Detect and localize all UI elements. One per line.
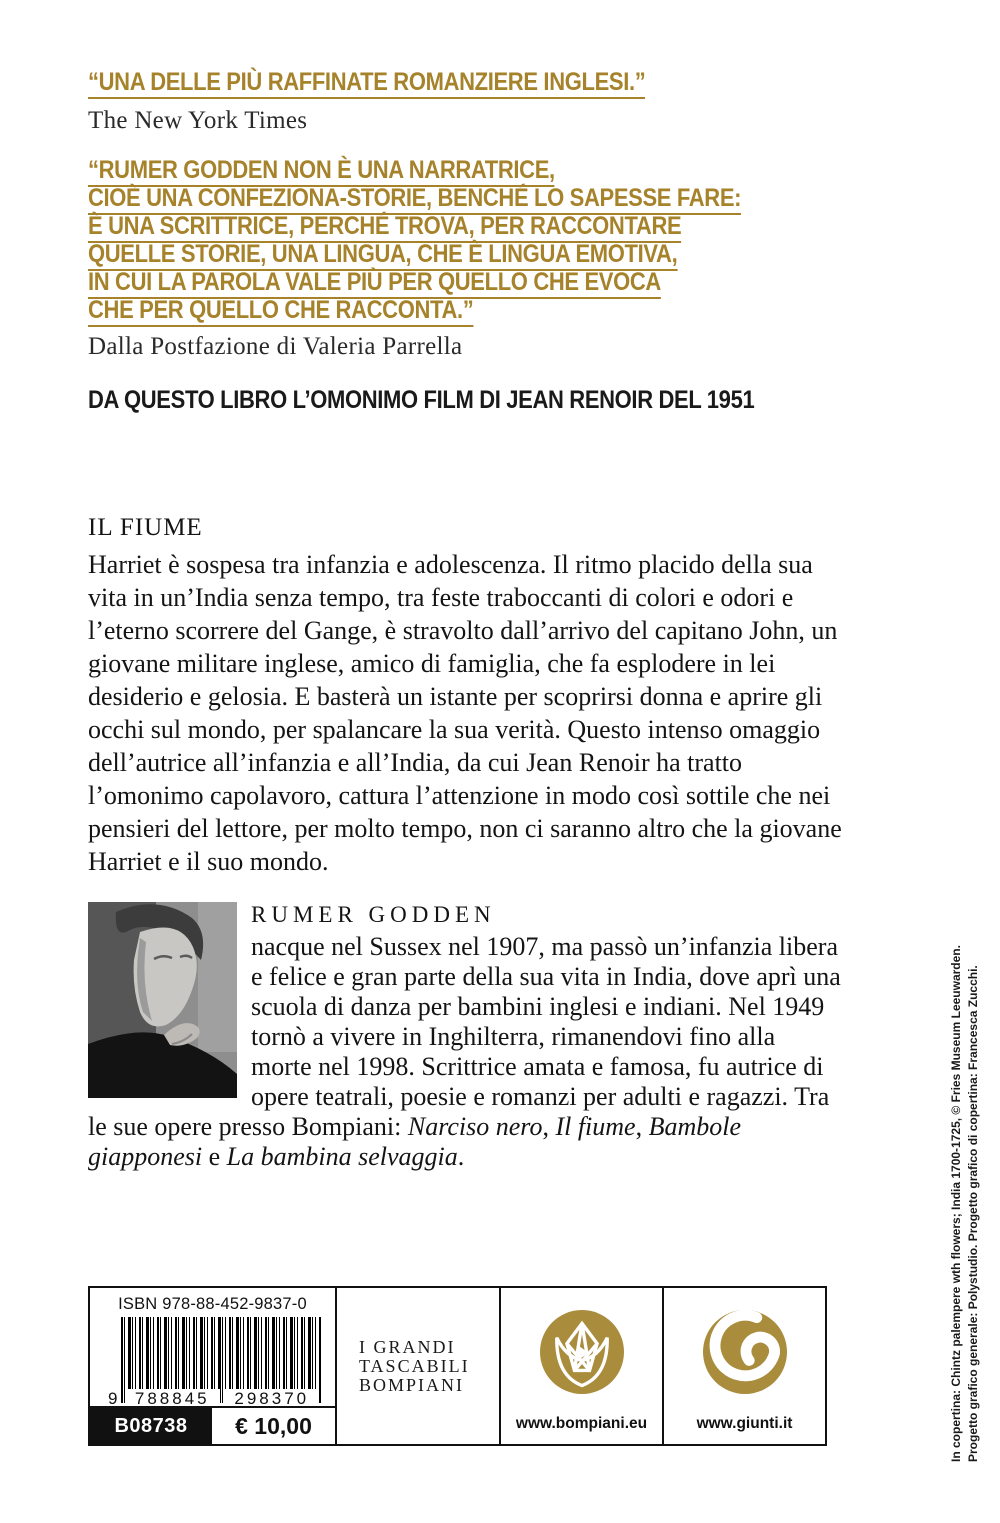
bompiani-flower-logo-icon [540, 1310, 624, 1394]
press-quote-parrella [88, 156, 830, 328]
bompiani-url: www.bompiani.eu [515, 1415, 648, 1432]
isbn-barcode-box [88, 1286, 337, 1446]
price-label: € 10,00 [235, 1412, 312, 1439]
series-name [337, 1338, 470, 1395]
code-price-row [90, 1406, 335, 1444]
press-quote-nyt [88, 68, 721, 100]
author-section [88, 898, 842, 1172]
cover-credits-vertical [948, 862, 982, 1462]
press-quote-nyt-text: “UNA DELLE PIÙ RAFFINATE ROMANZIERE INGLESI.” [88, 72, 645, 99]
barcode-zone [108, 1317, 321, 1408]
barcode-digit-group: 788845 [125, 1389, 220, 1409]
author-work-title: Narciso nero [407, 1112, 543, 1141]
barcode-digit-left: 9 [108, 1389, 120, 1409]
edition-code-badge: B08738 [90, 1408, 212, 1444]
press-quote-parrella-source: Dalla Postfazione di Valeria Parrella [88, 333, 463, 360]
press-quote-line: “RUMER GODDEN NON È UNA NARRATRICE, [88, 160, 555, 187]
author-work-title: La bambina selvaggia [226, 1142, 458, 1171]
synopsis-text: Harriet è sospesa tra infanzia e adolescenza. Il ritmo placido della sua vita in un’India senza tempo, tra feste traboccanti di colori e odori e l’eterno scorrere del Gange, è stravolto dall’arrivo del capitano John, un giovane militare inglese, amico di famiglia, che fa esplodere in lei desiderio e gelosia. E basterà un istante per scoprirsi donna e aprire gli occhi sul mondo, per spalancare la sua verità. Questo intenso omaggio dell’autrice all’infanzia e all’India, da cui Jean Renoir ha tratto l’omonimo capolavoro, cattura l’attenzione in modo così sottile che nei pensieri del lettore, per molto tempo, non ci saranno altro che la giovane Harriet e il suo mondo. [88, 550, 842, 876]
press-quote-line: È UNA SCRITTRICE, PERCHÉ TROVA, PER RACCONTARE [88, 216, 681, 243]
series-line: BOMPIANI [359, 1374, 465, 1395]
book-title: IL FIUME [88, 514, 203, 541]
series-line: I GRANDI [359, 1336, 456, 1357]
author-portrait-photo [88, 902, 237, 1098]
press-quote-line: IN CUI LA PAROLA VALE PIÙ PER QUELLO CHE EVOCA [88, 272, 661, 299]
isbn-label: ISBN 978-88-452-9837-0 [118, 1295, 307, 1313]
author-work-title: Il fiume [555, 1112, 636, 1141]
press-quote-line: CIOÈ UNA CONFEZIONA-STORIE, BENCHÉ LO SAPESSE FARE: [88, 188, 741, 215]
separator: , [542, 1112, 556, 1141]
author-bio-text: nacque nel Sussex nel 1907, ma passò un’infanzia libera e felice e gran parte della sua vita in India, dove aprì una scuola di danza per bambini inglesi e indiani. Nel 1949 tornò a vivere in Inghilterra, rimanendovi fino alla morte nel 1998. Scrittrice amata e famosa, fu autrice di opere teatrali, poesie e romanzi per adulti e ragazzi. Tra le sue opere presso Bompiani: [88, 932, 841, 1141]
series-line: TASCABILI [359, 1355, 470, 1376]
footer-strip [88, 1286, 830, 1446]
series-box [335, 1286, 501, 1446]
separator: , [635, 1112, 649, 1141]
author-name: RUMER GODDEN [251, 902, 496, 927]
separator: e [202, 1142, 227, 1171]
cover-credit-line: In copertina: Chintz palempere wth flowers; India 1700-1725, © Fries Museum Leeuwarden. [949, 945, 963, 1462]
author-portrait-illustration [88, 902, 237, 1098]
giunti-url: www.giunti.it [696, 1415, 793, 1432]
press-quote-line: QUELLE STORIE, UNA LINGUA, CHE È LINGUA EMOTIVA, [88, 244, 677, 271]
giunti-box [662, 1286, 827, 1446]
barcode-digit-group: 298370 [225, 1389, 320, 1409]
cover-credit-line: Progetto grafico generale: Polystudio. Progetto grafico di copertina: Francesca Zucchi. [966, 965, 980, 1462]
press-quote-nyt-source: The New York Times [88, 107, 308, 134]
giunti-swirl-logo-icon [703, 1310, 787, 1394]
film-adaptation-note: DA QUESTO LIBRO L’OMONIMO FILM DI JEAN RENOIR DEL 1951 [88, 386, 755, 414]
press-quote-line: CHE PER QUELLO CHE RACCONTA.” [88, 300, 473, 327]
author-work-title: Bambole giapponesi [88, 1112, 742, 1171]
sentence-period: . [457, 1142, 465, 1171]
bompiani-box [499, 1286, 664, 1446]
